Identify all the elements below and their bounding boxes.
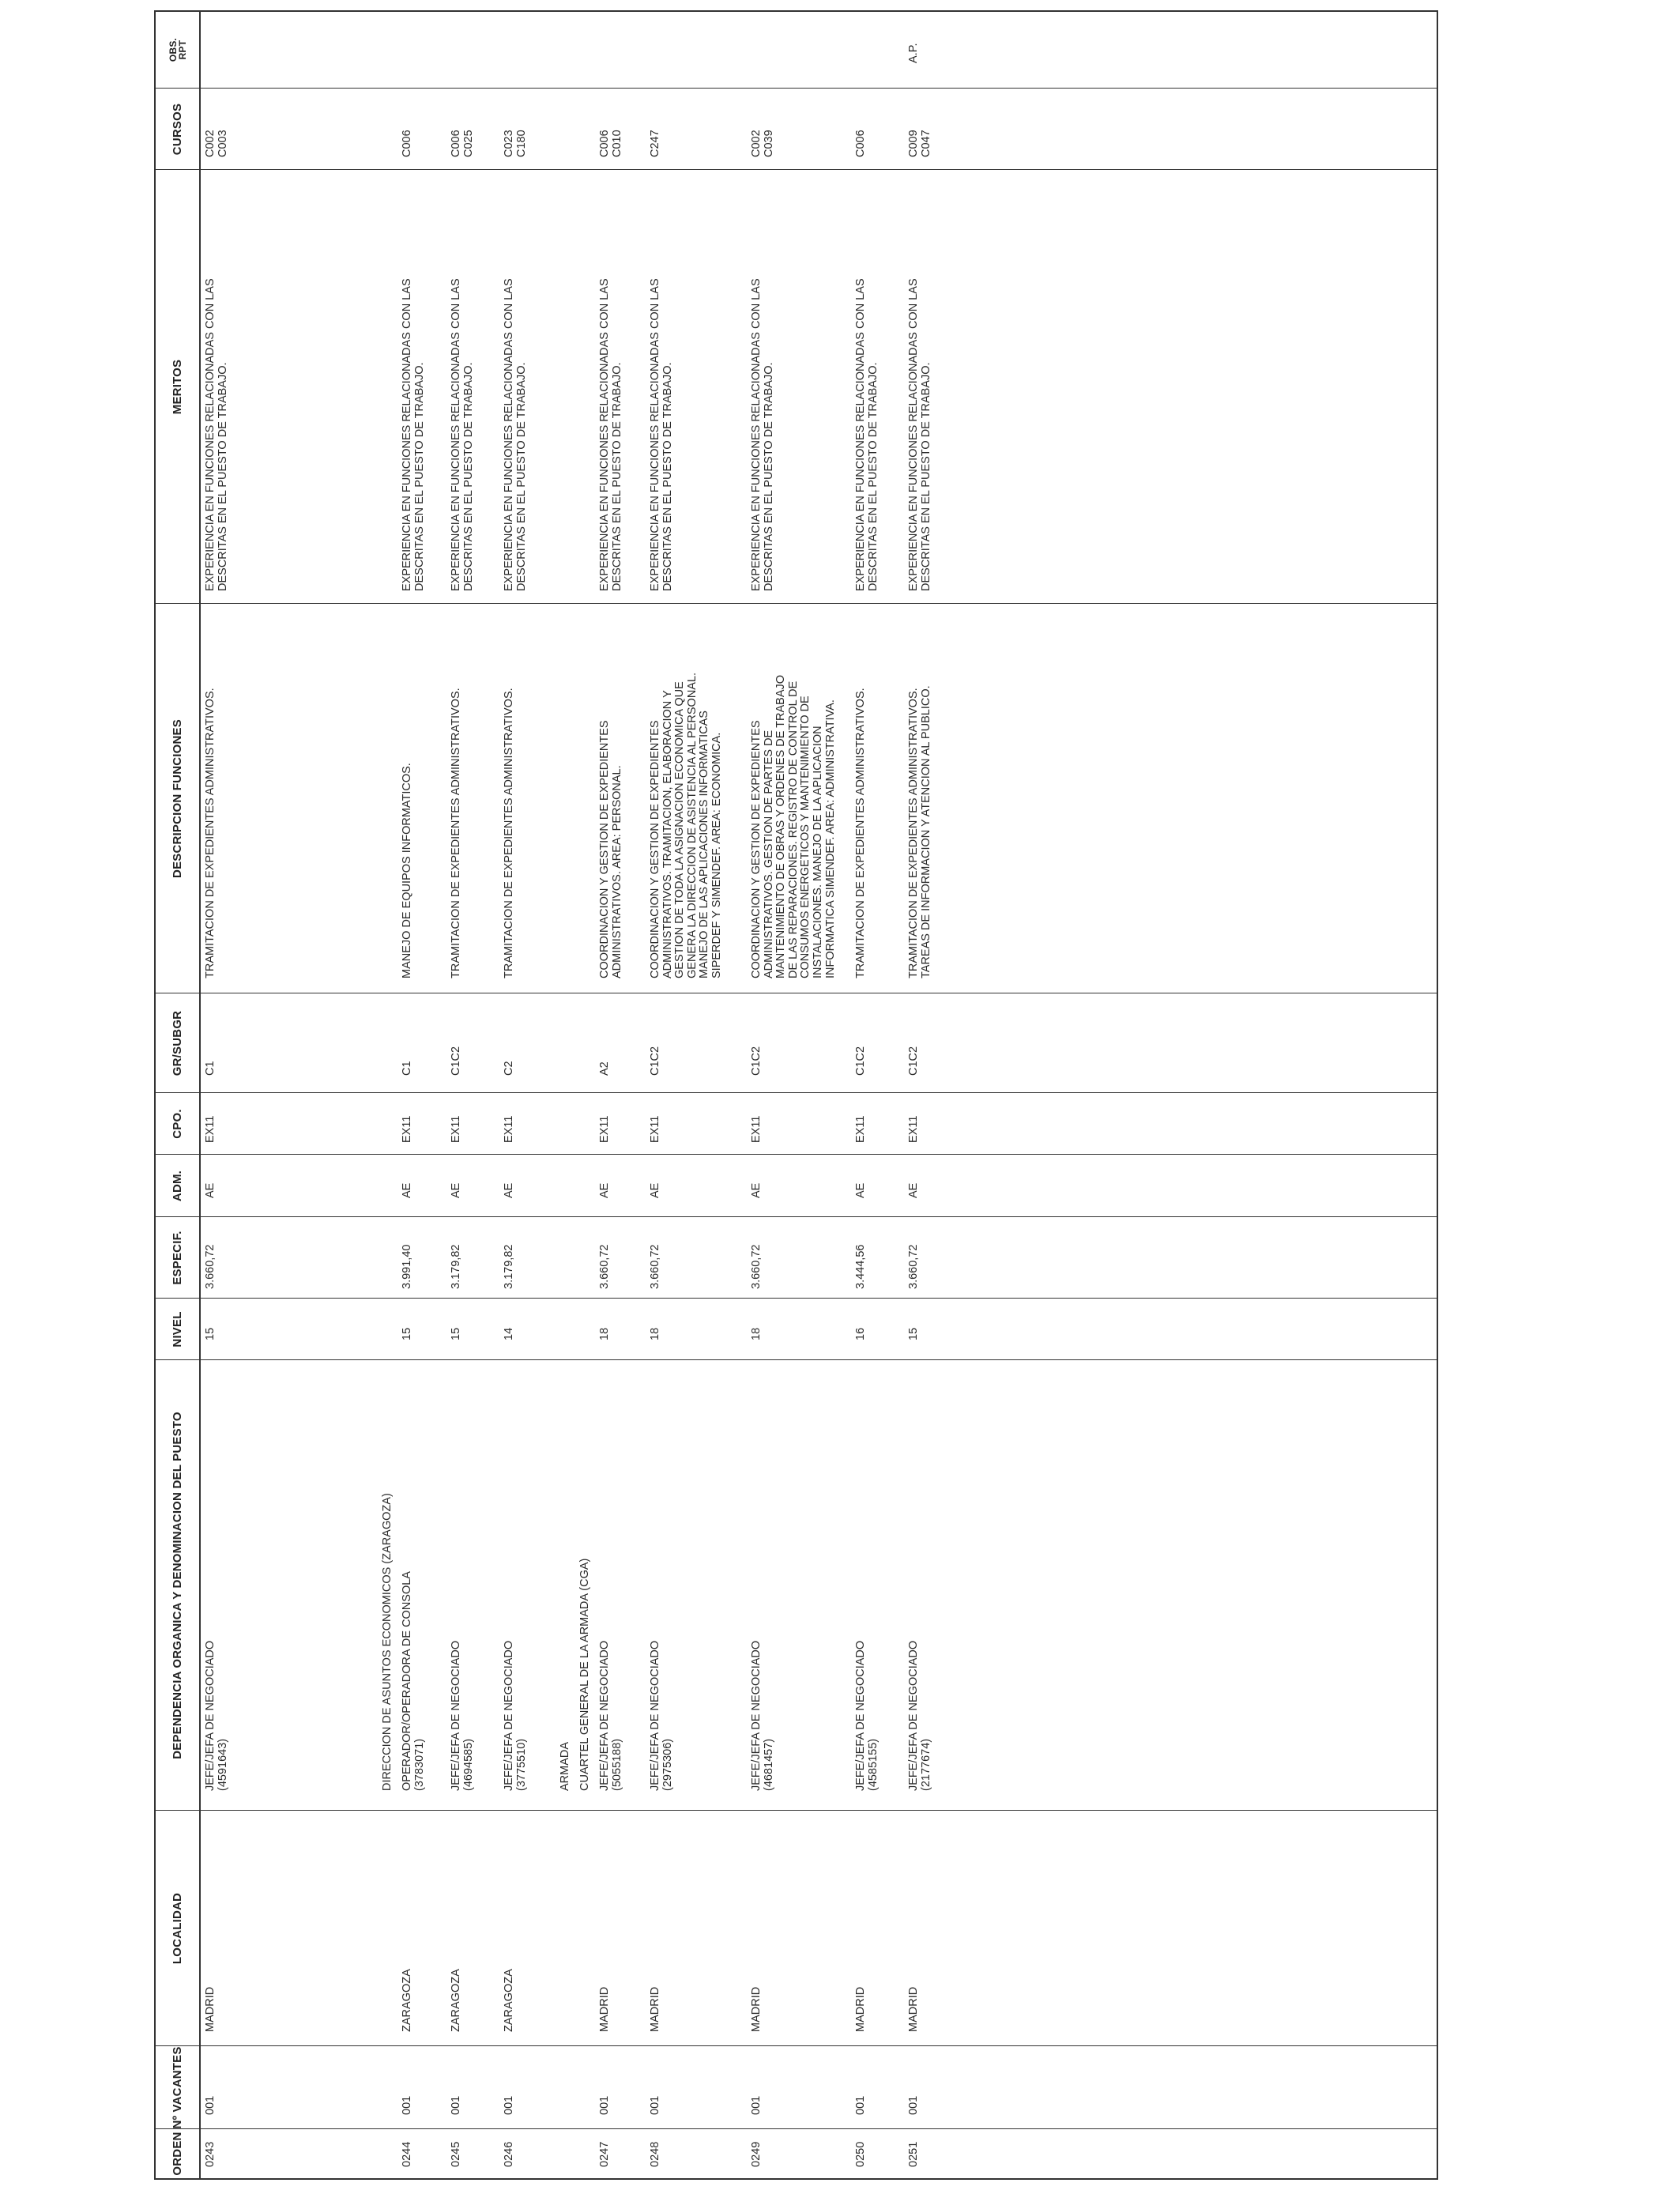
row-vacantes: 001 <box>450 2095 462 2115</box>
row-meritos: EXPERIENCIA EN FUNCIONES RELACIONADAS CON LAS DESCRITAS EN EL PUESTO DE TRABAJO. <box>854 278 880 591</box>
row-especif: 3.660,72 <box>649 1244 661 1289</box>
row-cursos: C006 <box>854 130 867 157</box>
row-orden: 0250 <box>854 2141 867 2167</box>
header-denominacion: DEPENDENCIA ORGANICA Y DENOMINACION DEL PUESTO <box>171 1412 184 1759</box>
row-puesto: JEFE/JEFA DE NEGOCIADO (4681457) <box>750 1640 775 1791</box>
col-divider <box>156 1298 1437 1299</box>
row-funciones: TRAMITACION DE EXPEDIENTES ADMINISTRATIVOS. <box>450 688 462 978</box>
row-nivel: 16 <box>854 1327 867 1340</box>
row-orden: 0248 <box>649 2141 661 2167</box>
row-localidad: MADRID <box>854 1986 867 2032</box>
row-adm: AE <box>503 1182 515 1198</box>
row-funciones: COORDINACION Y GESTION DE EXPEDIENTES ADMINISTRATIVOS. GESTION DE PARTES DE MANTENIMIENTO DE OBRAS Y ORDENES DE TRABAJO DE LAS REPARACIONES. REGISTRO DE CONTROL DE CONSUMOS ENERGETICOS Y MANTENIMIENTO DE INSTALACIONES. MANEJO DE LA APLICACION INFORMATICA SIMENDEF. AREA: ADMINISTRATIVA. <box>750 674 837 978</box>
row-puesto: JEFE/JEFA DE NEGOCIADO (4585155) <box>854 1640 880 1791</box>
row-meritos: EXPERIENCIA EN FUNCIONES RELACIONADAS CON LAS DESCRITAS EN EL PUESTO DE TRABAJO. <box>401 278 426 591</box>
row-cpo: EX11 <box>598 1115 611 1143</box>
row-vacantes: 001 <box>204 2095 217 2115</box>
row-orden: 0243 <box>204 2141 217 2167</box>
row-grsubgr: C1C2 <box>750 1046 763 1076</box>
row-meritos: EXPERIENCIA EN FUNCIONES RELACIONADAS CON LAS DESCRITAS EN EL PUESTO DE TRABAJO. <box>503 278 528 591</box>
section-heading: CUARTEL GENERAL DE LA ARMADA (CGA) <box>578 1558 591 1791</box>
row-cursos: C006 C010 <box>598 130 623 157</box>
header-orden: ORDEN <box>171 2132 184 2176</box>
row-cursos: C002 C039 <box>750 130 775 157</box>
col-divider <box>156 603 1437 604</box>
header-meritos: MERITOS <box>171 359 184 415</box>
header-divider <box>199 12 201 2178</box>
col-divider <box>156 1216 1437 1217</box>
row-adm: AE <box>204 1182 217 1198</box>
vacancy-table <box>154 10 1438 2180</box>
row-orden: 0247 <box>598 2141 611 2167</box>
section-heading: DIRECCION DE ASUNTOS ECONOMICOS (ZARAGOZA) <box>381 1493 394 1791</box>
row-localidad: ZARAGOZA <box>450 1969 462 2032</box>
col-divider <box>156 169 1437 170</box>
row-especif: 3.660,72 <box>750 1244 763 1289</box>
row-meritos: EXPERIENCIA EN FUNCIONES RELACIONADAS CON LAS DESCRITAS EN EL PUESTO DE TRABAJO. <box>598 278 623 591</box>
row-cursos: C006 <box>401 130 413 157</box>
row-localidad: MADRID <box>598 1986 611 2032</box>
header-vacantes: Nº VACANTES <box>171 2046 184 2129</box>
row-grsubgr: C1C2 <box>649 1046 661 1076</box>
row-meritos: EXPERIENCIA EN FUNCIONES RELACIONADAS CON LAS DESCRITAS EN EL PUESTO DE TRABAJO. <box>204 278 229 591</box>
row-especif: 3.179,82 <box>503 1244 515 1289</box>
row-especif: 3.991,40 <box>401 1244 413 1289</box>
row-puesto: JEFE/JEFA DE NEGOCIADO (2975306) <box>649 1640 674 1791</box>
row-cursos: C023 C180 <box>503 130 528 157</box>
row-puesto: JEFE/JEFA DE NEGOCIADO (2177674) <box>907 1640 932 1791</box>
row-adm: AE <box>401 1182 413 1198</box>
col-divider <box>156 88 1437 89</box>
header-localidad: LOCALIDAD <box>171 1892 184 1965</box>
header-funciones: DESCRIPCION FUNCIONES <box>171 719 184 878</box>
row-adm: AE <box>598 1182 611 1198</box>
row-orden: 0251 <box>907 2141 920 2167</box>
row-localidad: MADRID <box>204 1986 217 2032</box>
row-nivel: 18 <box>598 1327 611 1340</box>
row-nivel: 15 <box>907 1327 920 1340</box>
header-cpo: CPO. <box>171 1109 184 1139</box>
row-localidad: ZARAGOZA <box>503 1969 515 2032</box>
header-nivel: NIVEL <box>171 1311 184 1348</box>
row-orden: 0246 <box>503 2141 515 2167</box>
row-meritos: EXPERIENCIA EN FUNCIONES RELACIONADAS CON LAS DESCRITAS EN EL PUESTO DE TRABAJO. <box>750 278 775 591</box>
row-obs: A.P. <box>907 43 920 63</box>
row-vacantes: 001 <box>649 2095 661 2115</box>
row-orden: 0244 <box>401 2141 413 2167</box>
row-vacantes: 001 <box>750 2095 763 2115</box>
row-adm: AE <box>907 1182 920 1198</box>
row-grsubgr: C1C2 <box>907 1046 920 1076</box>
row-meritos: EXPERIENCIA EN FUNCIONES RELACIONADAS CON LAS DESCRITAS EN EL PUESTO DE TRABAJO. <box>649 278 674 591</box>
row-nivel: 15 <box>204 1327 217 1340</box>
row-localidad: ZARAGOZA <box>401 1969 413 2032</box>
row-localidad: MADRID <box>907 1986 920 2032</box>
row-localidad: MADRID <box>750 1986 763 2032</box>
row-puesto: JEFE/JEFA DE NEGOCIADO (4591643) <box>204 1640 229 1791</box>
row-adm: AE <box>450 1182 462 1198</box>
row-grsubgr: C2 <box>503 1061 515 1076</box>
row-orden: 0245 <box>450 2141 462 2167</box>
row-especif: 3.660,72 <box>204 1244 217 1289</box>
row-funciones: COORDINACION Y GESTION DE EXPEDIENTES ADMINISTRATIVOS. AREA: PERSONAL. <box>598 720 623 978</box>
row-puesto: JEFE/JEFA DE NEGOCIADO (5055188) <box>598 1640 623 1791</box>
row-vacantes: 001 <box>854 2095 867 2115</box>
col-divider <box>156 2128 1437 2129</box>
row-cursos: C002 C003 <box>204 130 229 157</box>
row-nivel: 15 <box>401 1327 413 1340</box>
row-funciones: MANEJO DE EQUIPOS INFORMATICOS. <box>401 763 413 978</box>
row-nivel: 14 <box>503 1327 515 1340</box>
row-cursos: C006 C025 <box>450 130 475 157</box>
row-meritos: EXPERIENCIA EN FUNCIONES RELACIONADAS CON LAS DESCRITAS EN EL PUESTO DE TRABAJO. <box>907 278 932 591</box>
row-vacantes: 001 <box>401 2095 413 2115</box>
col-divider <box>156 1154 1437 1155</box>
row-cpo: EX11 <box>907 1115 920 1143</box>
col-divider <box>156 1092 1437 1093</box>
row-grsubgr: C1C2 <box>450 1046 462 1076</box>
row-funciones: TRAMITACION DE EXPEDIENTES ADMINISTRATIVOS. TAREAS DE INFORMACION Y ATENCION AL PUBLICO. <box>907 685 932 978</box>
row-nivel: 15 <box>450 1327 462 1340</box>
row-puesto: OPERADOR/OPERADORA DE CONSOLA (3783071) <box>401 1571 426 1791</box>
row-funciones: TRAMITACION DE EXPEDIENTES ADMINISTRATIVOS. <box>204 688 217 978</box>
row-cpo: EX11 <box>649 1115 661 1143</box>
row-meritos: EXPERIENCIA EN FUNCIONES RELACIONADAS CON LAS DESCRITAS EN EL PUESTO DE TRABAJO. <box>450 278 475 591</box>
header-cursos: CURSOS <box>171 103 184 156</box>
row-grsubgr: C1 <box>401 1061 413 1076</box>
row-especif: 3.660,72 <box>907 1244 920 1289</box>
row-vacantes: 001 <box>598 2095 611 2115</box>
header-grsubgr: GR/SUBGR <box>171 1010 184 1076</box>
col-divider <box>156 1810 1437 1811</box>
row-especif: 3.444,56 <box>854 1244 867 1289</box>
row-nivel: 18 <box>750 1327 763 1340</box>
row-nivel: 18 <box>649 1327 661 1340</box>
row-cursos: C247 <box>649 130 661 157</box>
section-heading: ARMADA <box>559 1741 571 1791</box>
row-cpo: EX11 <box>503 1115 515 1143</box>
col-divider <box>156 2045 1437 2046</box>
row-cpo: EX11 <box>450 1115 462 1143</box>
row-grsubgr: A2 <box>598 1061 611 1076</box>
row-localidad: MADRID <box>649 1986 661 2032</box>
row-puesto: JEFE/JEFA DE NEGOCIADO (3775510) <box>503 1640 528 1791</box>
row-funciones: TRAMITACION DE EXPEDIENTES ADMINISTRATIVOS. <box>854 688 867 978</box>
row-grsubgr: C1 <box>204 1061 217 1076</box>
row-vacantes: 001 <box>907 2095 920 2115</box>
header-adm: ADM. <box>171 1170 184 1202</box>
row-adm: AE <box>649 1182 661 1198</box>
row-puesto: JEFE/JEFA DE NEGOCIADO (4694585) <box>450 1640 475 1791</box>
row-cursos: C009 C047 <box>907 130 932 157</box>
row-orden: 0249 <box>750 2141 763 2167</box>
row-adm: AE <box>854 1182 867 1198</box>
row-cpo: EX11 <box>854 1115 867 1143</box>
header-especif: ESPECIF. <box>171 1231 184 1285</box>
row-cpo: EX11 <box>204 1115 217 1143</box>
row-cpo: EX11 <box>750 1115 763 1143</box>
row-especif: 3.660,72 <box>598 1244 611 1289</box>
row-adm: AE <box>750 1182 763 1198</box>
row-grsubgr: C1C2 <box>854 1046 867 1076</box>
row-vacantes: 001 <box>503 2095 515 2115</box>
row-funciones: COORDINACION Y GESTION DE EXPEDIENTES ADMINISTRATIVOS. TRAMITACION, ELABORACION Y GESTION DE TODA LA ASIGNACION ECONOMICA QUE GENERA LA DIRECCION DE ASISTENCIA AL PERSONAL. MANEJO DE LAS APLICACIONES INFORMATICAS SIPERDEF Y SIMENDEF. AREA: ECONOMICA. <box>649 672 723 978</box>
row-especif: 3.179,82 <box>450 1244 462 1289</box>
col-divider <box>156 1359 1437 1360</box>
header-obs: OBS. RPT <box>167 37 188 62</box>
row-cpo: EX11 <box>401 1115 413 1143</box>
row-funciones: TRAMITACION DE EXPEDIENTES ADMINISTRATIVOS. <box>503 688 515 978</box>
